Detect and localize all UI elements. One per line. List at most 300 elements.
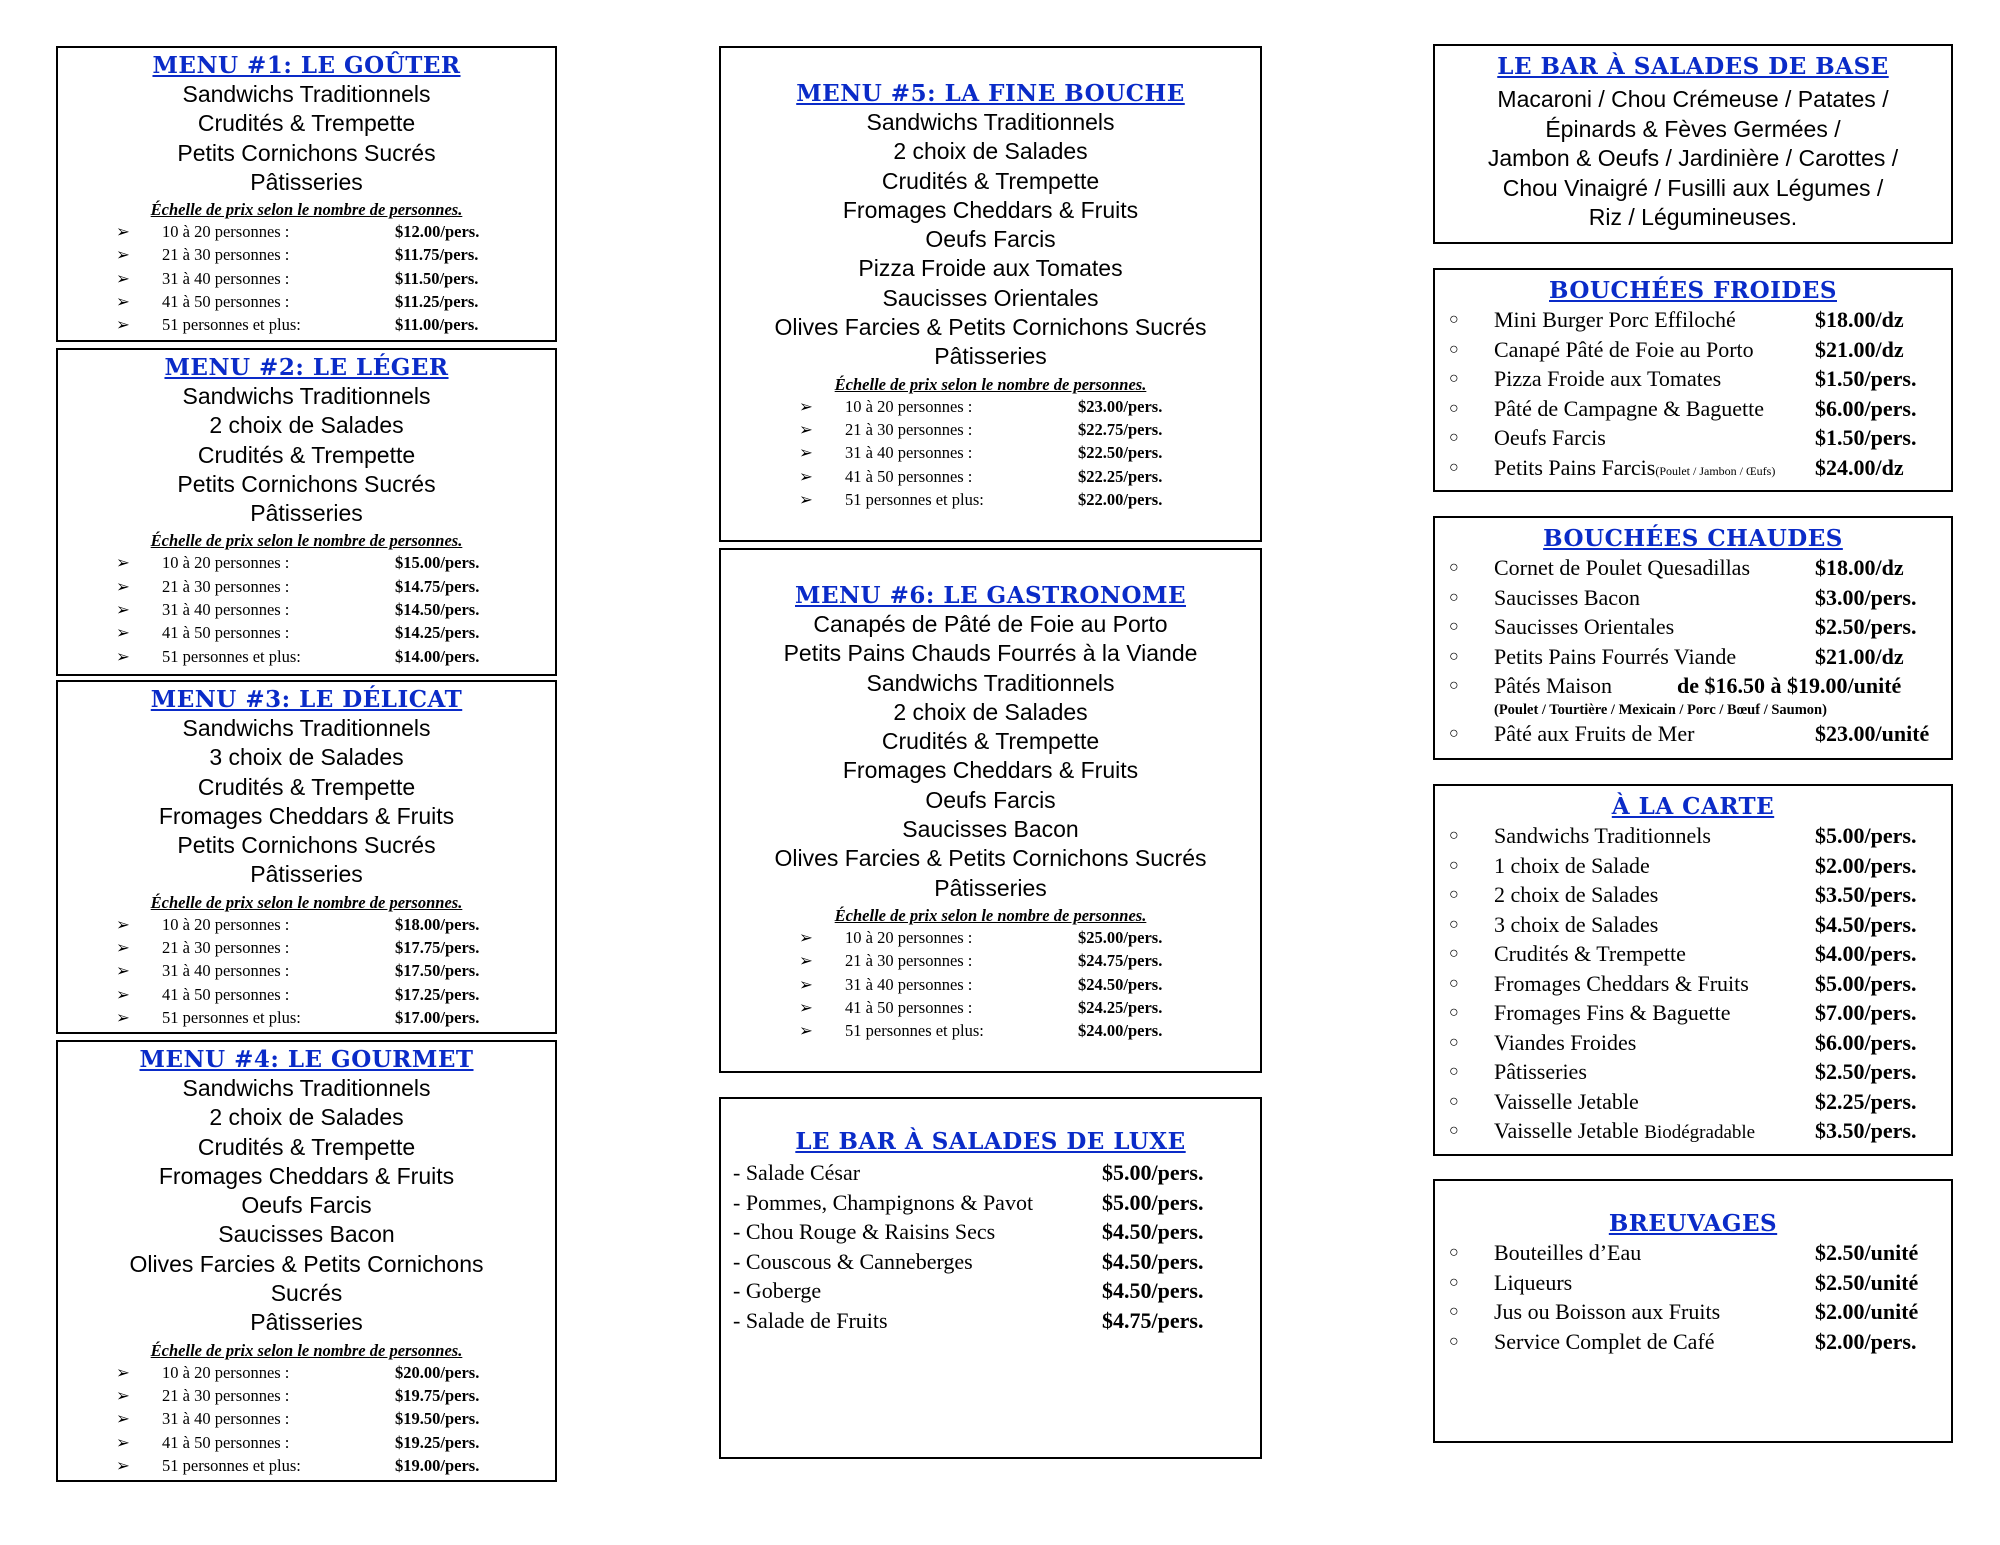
price-tier (58, 290, 555, 313)
arrow-icon: ➢ (116, 623, 130, 643)
tier-price: $11.75/pers. (395, 245, 479, 265)
item-name (1494, 453, 1775, 487)
list-item (1435, 553, 1951, 583)
list-item (1435, 642, 1951, 672)
item-name: Vaisselle Jetable (1494, 1088, 1639, 1114)
tier-label: 31 à 40 personnes : (162, 268, 290, 288)
item-name: Fromages Fins & Baguette (1494, 1000, 1731, 1025)
menu-item: Oeufs Farcis (925, 226, 1056, 253)
item-price: $24.00/dz (1815, 454, 1904, 480)
menu-2-box (56, 348, 557, 676)
list-item (721, 1158, 1260, 1188)
tier-label: 31 à 40 personnes : (845, 443, 973, 463)
menu-item: Saucisses Bacon (902, 816, 1079, 843)
price-tier (58, 551, 555, 574)
tier-price: $18.00/pers. (395, 914, 480, 934)
menu-4-box (56, 1040, 557, 1482)
menu-item: Pizza Froide aux Tomates (858, 255, 1123, 282)
arrow-icon: ➢ (116, 222, 130, 242)
item-price: $1.50/pers. (1815, 425, 1917, 450)
tier-label: 21 à 30 personnes : (162, 245, 290, 265)
tier-price: $11.25/pers. (395, 292, 479, 312)
price-tiers (58, 1361, 555, 1477)
tier-price: $11.50/pers. (395, 268, 479, 288)
tier-price: $24.00/pers. (1078, 1021, 1163, 1041)
tier-price: $14.50/pers. (395, 600, 480, 620)
item-price: $4.50/pers. (1815, 911, 1917, 937)
tier-label: 41 à 50 personnes : (162, 623, 290, 643)
arrow-icon: ➢ (116, 1362, 130, 1382)
tier-label: 21 à 30 personnes : (845, 419, 973, 439)
tier-label: 51 personnes et plus: (162, 315, 301, 335)
tier-price: $17.25/pers. (395, 984, 480, 1004)
item-note: Biodégradable (1644, 1122, 1756, 1143)
bullet-icon: ○ (1449, 974, 1459, 992)
list-item (1435, 1268, 1951, 1298)
item-price: $2.50/pers. (1815, 1059, 1917, 1084)
menu-item: Fromages Cheddars & Fruits (842, 757, 1139, 784)
tier-price: $19.25/pers. (395, 1432, 480, 1452)
arrow-icon: ➢ (116, 268, 130, 288)
bullet-icon: ○ (1449, 1244, 1459, 1261)
menu-item: Sucrés (270, 1280, 343, 1307)
list-item (721, 1276, 1260, 1306)
list-item (1435, 423, 1951, 453)
price-tier (721, 1019, 1260, 1042)
menu-item: Fromages Cheddars & Fruits (158, 1162, 455, 1189)
menu-item: Sandwichs Traditionnels (866, 109, 1115, 135)
tier-label: 10 à 20 personnes : (845, 927, 973, 947)
list-item (1435, 1297, 1951, 1327)
a-la-carte-title: À LA CARTE (1611, 793, 1775, 820)
menu-item: Saucisses Bacon (218, 1221, 395, 1248)
bullet-icon: ○ (1449, 311, 1459, 328)
item-price: $4.00/pers. (1815, 941, 1917, 966)
price-scale-heading: Échelle de prix selon le nombre de personnes. (834, 905, 1147, 925)
bullet-icon: ○ (1449, 340, 1459, 358)
item-name: - Pommes, Champignons & Pavot (733, 1189, 1034, 1215)
item-price: $6.00/pers. (1815, 1029, 1917, 1055)
menu-item: Crudités & Trempette (197, 110, 416, 137)
arrow-icon: ➢ (116, 1409, 130, 1429)
item-price: $2.50/unité (1815, 1269, 1919, 1295)
bullet-icon: ○ (1449, 677, 1459, 694)
breuvages-list (1435, 1238, 1951, 1356)
menu-item: Petits Cornichons Sucrés (177, 832, 436, 859)
list-item (1435, 1116, 1951, 1146)
item-price: $4.75/pers. (1102, 1307, 1204, 1333)
salad-base-list (1435, 85, 1951, 233)
menu-3-title: MENU #3: LE DÉLICAT (150, 686, 463, 713)
price-tier (721, 395, 1260, 418)
tier-label: 31 à 40 personnes : (162, 600, 290, 620)
tier-label: 51 personnes et plus: (845, 1021, 984, 1041)
menu-item: Crudités & Trempette (197, 441, 416, 468)
list-item (721, 1217, 1260, 1247)
arrow-icon: ➢ (116, 245, 130, 265)
list-item (721, 1188, 1260, 1218)
arrow-icon: ➢ (799, 997, 813, 1017)
price-tier (721, 949, 1260, 972)
salad-base-line: Macaroni / Chou Crémeuse / Patates / (1497, 86, 1889, 112)
price-tier (58, 936, 555, 959)
price-tier (721, 465, 1260, 488)
item-name: Petits Pains Fourrés Viande (1494, 643, 1737, 669)
bullet-icon: ○ (1449, 1332, 1459, 1350)
tier-price: $17.50/pers. (395, 961, 480, 981)
tier-label: 41 à 50 personnes : (162, 984, 290, 1004)
item-name: Jus ou Boisson aux Fruits (1494, 1299, 1721, 1324)
bouchees-froides-list (1435, 305, 1951, 482)
bullet-icon: ○ (1449, 1063, 1459, 1080)
item-price: de $16.50 à $19.00/unité (1677, 673, 1902, 698)
tier-label: 10 à 20 personnes : (162, 222, 290, 242)
menu-item: Saucisses Orientales (882, 284, 1099, 311)
menu-item: Sandwichs Traditionnels (182, 383, 431, 409)
menu-item: 2 choix de Salades (209, 1104, 404, 1131)
item-name: - Chou Rouge & Raisins Secs (733, 1219, 996, 1244)
item-name: 2 choix de Salades (1494, 882, 1659, 907)
list-item (1435, 394, 1951, 424)
arrow-icon: ➢ (116, 938, 130, 958)
item-name: - Salade de Fruits (733, 1307, 888, 1333)
item-name: 3 choix de Salades (1494, 911, 1659, 937)
tier-price: $19.50/pers. (395, 1409, 480, 1429)
price-tier (721, 441, 1260, 464)
list-item (721, 1247, 1260, 1277)
salad-bar-luxe-box (719, 1097, 1262, 1459)
item-price: $5.00/pers. (1815, 970, 1917, 996)
item-price: $1.50/pers. (1815, 366, 1917, 391)
bullet-icon: ○ (1449, 1033, 1459, 1051)
list-item (1435, 305, 1951, 335)
list-item (1435, 821, 1951, 851)
arrow-icon: ➢ (799, 419, 813, 439)
salad-bar-luxe-title: LE BAR À SALADES DE LUXE (795, 1128, 1186, 1155)
list-item (1435, 719, 1951, 749)
item-price: $2.00/unité (1815, 1299, 1919, 1324)
item-price: $3.50/pers. (1815, 882, 1917, 907)
item-price: $21.00/dz (1815, 336, 1904, 362)
price-tier (721, 418, 1260, 441)
arrow-icon: ➢ (116, 1007, 130, 1027)
list-item (1435, 1028, 1951, 1058)
a-la-carte-box (1433, 784, 1953, 1156)
price-scale-heading: Échelle de prix selon le nombre de personnes. (150, 892, 463, 912)
menu-item: Fromages Cheddars & Fruits (842, 196, 1139, 223)
menu-1-title: MENU #1: LE GOÛTER (152, 52, 461, 79)
item-name: Fromages Cheddars & Fruits (1494, 970, 1749, 996)
tier-label: 21 à 30 personnes : (845, 951, 973, 971)
salad-bar-base-box (1433, 44, 1953, 244)
list-item (1435, 1238, 1951, 1268)
tier-label: 51 personnes et plus: (162, 646, 301, 666)
arrow-icon: ➢ (116, 646, 130, 666)
menu-item: Petits Cornichons Sucrés (177, 470, 436, 497)
salad-base-line: Épinards & Fèves Germées / (1545, 115, 1841, 142)
arrow-icon: ➢ (116, 984, 130, 1004)
list-item (1435, 939, 1951, 969)
menu-6-box (719, 548, 1262, 1073)
menu-4-items (58, 1074, 555, 1338)
tier-label: 51 personnes et plus: (162, 1007, 301, 1027)
bullet-icon: ○ (1449, 458, 1459, 476)
menu-6-items (721, 610, 1260, 903)
price-tier (58, 575, 555, 598)
item-name: Viandes Froides (1494, 1029, 1637, 1055)
item-name-text: Vaisselle Jetable (1494, 1118, 1639, 1143)
item-price: $2.25/pers. (1815, 1088, 1917, 1114)
tier-label: 41 à 50 personnes : (162, 1432, 290, 1452)
tier-label: 51 personnes et plus: (162, 1455, 301, 1475)
menu-item: Petits Cornichons Sucrés (177, 139, 436, 166)
list-item (1435, 1057, 1951, 1087)
menu-item: Crudités & Trempette (881, 728, 1100, 755)
item-price: $6.00/pers. (1815, 395, 1917, 421)
menu-item: 2 choix de Salades (893, 698, 1088, 725)
item-name: Pâtisseries (1494, 1059, 1587, 1084)
price-tier (58, 959, 555, 982)
bullet-icon: ○ (1449, 945, 1459, 962)
tier-price: $22.75/pers. (1078, 419, 1163, 439)
menu-item: Pâtisseries (250, 861, 363, 888)
menu-item: Crudités & Trempette (197, 1133, 416, 1160)
breuvages-title: BREUVAGES (1608, 1210, 1778, 1237)
menu-item: 2 choix de Salades (209, 412, 404, 439)
tier-price: $14.75/pers. (395, 576, 480, 596)
tier-price: $14.00/pers. (395, 646, 480, 666)
breuvages-box (1433, 1179, 1953, 1443)
menu-item: Sandwichs Traditionnels (182, 81, 431, 107)
menu-item: Crudités & Trempette (197, 773, 416, 800)
menu-item: 3 choix de Salades (209, 744, 404, 771)
item-price: $4.50/pers. (1102, 1278, 1204, 1303)
bullet-icon: ○ (1449, 429, 1459, 446)
item-price: $2.50/unité (1815, 1240, 1919, 1265)
menu-item: Oeufs Farcis (241, 1192, 372, 1219)
item-name: Mini Burger Porc Effiloché (1494, 307, 1736, 332)
tier-label: 51 personnes et plus: (845, 489, 984, 509)
tier-label: 10 à 20 personnes : (162, 1362, 290, 1382)
price-tier (58, 220, 555, 243)
menu-5-items (721, 108, 1260, 372)
item-price: $18.00/dz (1815, 307, 1904, 332)
tier-label: 31 à 40 personnes : (162, 961, 290, 981)
item-price: $5.00/pers. (1815, 823, 1917, 848)
menu-3-box (56, 680, 557, 1034)
price-tiers (58, 913, 555, 1029)
item-name-text: Petits Pains Farcis (1494, 454, 1656, 480)
tier-price: $20.00/pers. (395, 1362, 480, 1382)
bullet-icon: ○ (1449, 618, 1459, 635)
menu-item: Pâtisseries (250, 1309, 363, 1336)
arrow-icon: ➢ (799, 466, 813, 486)
bullet-icon: ○ (1449, 886, 1459, 903)
price-tiers (721, 926, 1260, 1042)
item-name: Sandwichs Traditionnels (1494, 823, 1711, 848)
list-item (1435, 1087, 1951, 1117)
bouchees-chaudes-list (1435, 553, 1951, 748)
item-price: $2.50/pers. (1815, 614, 1917, 639)
item-name: - Salade César (733, 1160, 861, 1185)
tier-price: $19.00/pers. (395, 1455, 480, 1475)
arrow-icon: ➢ (799, 1021, 813, 1041)
list-item (1435, 612, 1951, 642)
item-note: (Poulet / Tourtière / Mexicain / Porc / Bœuf / Saumon) (1494, 701, 1827, 718)
arrow-icon: ➢ (116, 914, 130, 934)
list-item (1435, 364, 1951, 394)
tier-price: $17.75/pers. (395, 938, 480, 958)
bouchees-chaudes-box (1433, 516, 1953, 760)
bullet-icon: ○ (1449, 1122, 1459, 1139)
tier-label: 10 à 20 personnes : (162, 553, 290, 573)
menu-item: 2 choix de Salades (893, 138, 1088, 165)
menu-2-title: MENU #2: LE LÉGER (164, 354, 449, 381)
item-name: Saucisses Orientales (1494, 614, 1675, 639)
price-tier (58, 645, 555, 668)
bullet-icon: ○ (1449, 724, 1459, 742)
item-name: Canapé Pâté de Foie au Porto (1494, 336, 1754, 362)
menu-4-title: MENU #4: LE GOURMET (139, 1046, 474, 1073)
price-tier (721, 488, 1260, 511)
price-scale-heading: Échelle de prix selon le nombre de personnes. (834, 374, 1147, 394)
item-price: $4.50/pers. (1102, 1219, 1204, 1244)
arrow-icon: ➢ (799, 443, 813, 463)
item-price: $2.00/pers. (1815, 852, 1917, 878)
item-name: Service Complet de Café (1494, 1328, 1715, 1354)
tier-price: $22.50/pers. (1078, 443, 1163, 463)
tier-label: 21 à 30 personnes : (162, 576, 290, 596)
tier-price: $11.00/pers. (395, 315, 479, 335)
item-name (1494, 1116, 1755, 1148)
price-scale-heading: Échelle de prix selon le nombre de personnes. (150, 531, 463, 551)
tier-price: $23.00/pers. (1078, 396, 1163, 416)
bullet-icon: ○ (1449, 647, 1459, 665)
item-name: Crudités & Trempette (1494, 941, 1686, 966)
price-tier (721, 926, 1260, 949)
tier-price: $12.00/pers. (395, 222, 480, 242)
item-name: Pâté aux Fruits de Mer (1494, 720, 1695, 746)
arrow-icon: ➢ (116, 961, 130, 981)
item-name: Saucisses Bacon (1494, 584, 1641, 610)
tier-label: 21 à 30 personnes : (162, 1385, 290, 1405)
price-tier (58, 1431, 555, 1454)
bullet-icon: ○ (1449, 370, 1459, 387)
menu-2-items (58, 382, 555, 528)
arrow-icon: ➢ (799, 974, 813, 994)
bouchees-froides-title: BOUCHÉES FROIDES (1549, 277, 1837, 304)
arrow-icon: ➢ (116, 553, 130, 573)
bouchees-froides-box (1433, 268, 1953, 492)
price-tier (58, 983, 555, 1006)
arrow-icon: ➢ (799, 927, 813, 947)
arrow-icon: ➢ (116, 1432, 130, 1452)
price-tier (58, 243, 555, 266)
salad-luxe-list (721, 1158, 1260, 1335)
item-price: $4.50/pers. (1102, 1248, 1204, 1274)
price-tier (721, 996, 1260, 1019)
arrow-icon: ➢ (116, 576, 130, 596)
price-tier (58, 1361, 555, 1384)
menu-6-title: MENU #6: LE GASTRONOME (795, 582, 1186, 609)
tier-label: 31 à 40 personnes : (845, 974, 973, 994)
arrow-icon: ➢ (799, 489, 813, 509)
salad-base-line: Chou Vinaigré / Fusilli aux Légumes / (1502, 174, 1884, 201)
arrow-icon: ➢ (116, 1455, 130, 1475)
menu-5-box (719, 46, 1262, 542)
item-price: $7.00/pers. (1815, 1000, 1917, 1025)
item-name: Pâtés Maison (1494, 673, 1612, 698)
price-tier (58, 1454, 555, 1477)
price-tier (58, 1407, 555, 1430)
arrow-icon: ➢ (799, 951, 813, 971)
menu-item: Fromages Cheddars & Fruits (158, 802, 455, 829)
salad-bar-base-title: LE BAR À SALADES DE BASE (1497, 53, 1889, 80)
list-item (1435, 583, 1951, 613)
tier-label: 31 à 40 personnes : (162, 1409, 290, 1429)
tier-price: $24.50/pers. (1078, 974, 1163, 994)
menu-item: Canapés de Pâté de Foie au Porto (813, 611, 1168, 637)
price-tiers (58, 220, 555, 336)
bullet-icon: ○ (1449, 1092, 1459, 1110)
tier-price: $22.00/pers. (1078, 489, 1163, 509)
tier-label: 41 à 50 personnes : (845, 466, 973, 486)
salad-base-line: Jambon & Oeufs / Jardinière / Carottes / (1487, 145, 1899, 171)
bullet-icon: ○ (1449, 827, 1459, 844)
menu-item: Pâtisseries (934, 343, 1047, 370)
item-price: $5.00/pers. (1102, 1189, 1204, 1215)
list-item (1435, 671, 1951, 701)
menu-item: Sandwichs Traditionnels (866, 669, 1115, 696)
item-price: $21.00/dz (1815, 643, 1904, 669)
item-name: Pâté de Campagne & Baguette (1494, 395, 1765, 421)
list-item (1435, 335, 1951, 365)
list-item (1435, 1327, 1951, 1357)
bullet-icon: ○ (1449, 588, 1459, 606)
price-tier (58, 313, 555, 336)
tier-price: $14.25/pers. (395, 623, 480, 643)
price-tier (58, 1384, 555, 1407)
bullet-icon: ○ (1449, 856, 1459, 874)
bullet-icon: ○ (1449, 1273, 1459, 1291)
a-la-carte-list (1435, 821, 1951, 1146)
item-name: - Goberge (733, 1278, 822, 1303)
menu-item: Oeufs Farcis (925, 786, 1056, 813)
tier-price: $24.75/pers. (1078, 951, 1163, 971)
menu-item: Pâtisseries (250, 500, 363, 527)
list-item (1435, 851, 1951, 881)
item-note: (Poulet / Jambon / Œufs) (1655, 463, 1776, 478)
item-name: Cornet de Poulet Quesadillas (1494, 555, 1751, 580)
price-tiers (721, 395, 1260, 511)
menu-1-items (58, 80, 555, 197)
bouchees-chaudes-title: BOUCHÉES CHAUDES (1543, 525, 1843, 552)
tier-label: 41 à 50 personnes : (845, 997, 973, 1017)
price-tier (58, 267, 555, 290)
menu-item: Pâtisseries (934, 874, 1047, 901)
tier-label: 10 à 20 personnes : (162, 914, 290, 934)
list-item (1435, 880, 1951, 910)
price-scale-heading: Échelle de prix selon le nombre de personnes. (150, 200, 463, 220)
menu-item: Olives Farcies & Petits Cornichons Sucrés (774, 845, 1207, 872)
price-scale-heading: Échelle de prix selon le nombre de personnes. (150, 1340, 463, 1360)
item-price: $5.00/pers. (1102, 1160, 1204, 1185)
item-name: - Couscous & Canneberges (733, 1248, 973, 1274)
tier-price: $15.00/pers. (395, 553, 480, 573)
arrow-icon: ➢ (116, 1385, 130, 1405)
bullet-icon: ○ (1449, 399, 1459, 417)
arrow-icon: ➢ (116, 315, 130, 335)
